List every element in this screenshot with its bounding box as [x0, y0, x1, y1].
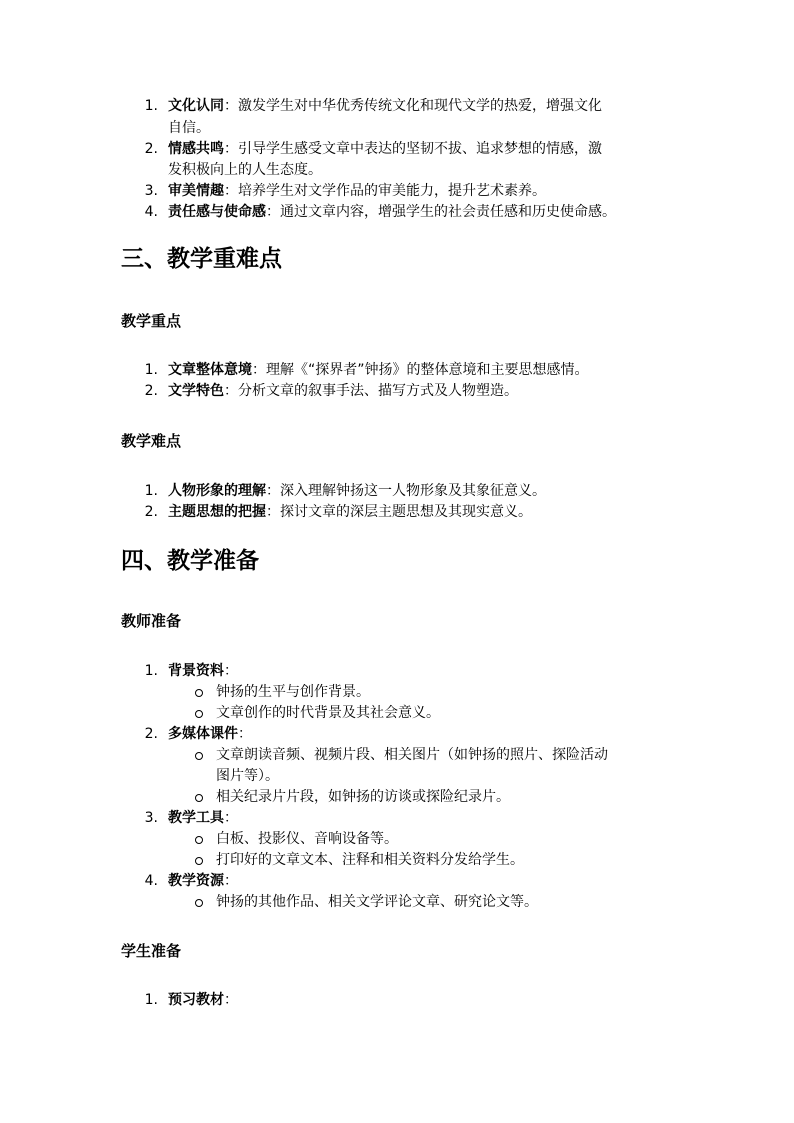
- sub-list-item: 文章创作的时代背景及其社会意义。: [216, 705, 440, 721]
- circle-bullet-icon: [195, 689, 203, 697]
- list-number: 2.: [144, 383, 158, 399]
- item-text: ：探讨文章的深层主题思想及其现实意义。: [266, 504, 532, 520]
- section-heading: 三、教学重难点: [121, 246, 282, 272]
- item-colon: ：: [224, 992, 238, 1008]
- item-text: ：分析文章的叙事手法、描写方式及人物塑造。: [224, 383, 518, 399]
- list-number: 1.: [144, 98, 158, 114]
- item-term: 情感共鸣: [168, 141, 224, 157]
- item-term: 主题思想的把握: [168, 504, 266, 520]
- list-number: 3.: [144, 183, 158, 199]
- item-text: ：深入理解钟扬这一人物形象及其象征意义。: [266, 483, 546, 499]
- subsection-heading: 教学难点: [121, 432, 182, 450]
- circle-bullet-icon: [195, 794, 203, 802]
- item-term: 文化认同: [168, 98, 224, 114]
- list-number: 4.: [144, 873, 158, 889]
- list-number: 3.: [144, 810, 158, 826]
- item-colon: ：: [224, 873, 238, 889]
- list-number: 4.: [144, 204, 158, 220]
- list-number: 1.: [144, 362, 158, 378]
- item-term: 背景资料: [168, 663, 224, 679]
- item-colon: ：: [238, 726, 252, 742]
- item-text: ：培养学生对文学作品的审美能力，提升艺术素养。: [224, 183, 546, 199]
- circle-bullet-icon: [195, 899, 203, 907]
- subsection-heading: 教师准备: [121, 612, 182, 630]
- sub-list-item: 相关纪录片片段，如钟扬的访谈或探险纪录片。: [216, 789, 510, 805]
- sub-list-item: 钟扬的生平与创作背景。: [216, 684, 370, 700]
- item-term: 教学工具: [168, 810, 224, 826]
- subsection-heading: 学生准备: [121, 942, 182, 960]
- item-term: 预习教材: [168, 992, 224, 1008]
- item-term: 多媒体课件: [168, 726, 238, 742]
- sub-list-item: 钟扬的其他作品、相关文学评论文章、研究论文等。: [216, 894, 538, 910]
- item-text: ：理解《“探界者”钟扬》的整体意境和主要思想感情。: [252, 362, 589, 378]
- item-text-continuation: 自信。: [168, 120, 210, 136]
- list-number: 1.: [144, 663, 158, 679]
- sub-list-item-continuation: 图片等）。: [216, 768, 279, 784]
- item-term: 人物形象的理解: [168, 483, 266, 499]
- circle-bullet-icon: [195, 857, 203, 865]
- item-text: ：激发学生对中华优秀传统文化和现代文学的热爱，增强文化: [224, 98, 602, 114]
- item-colon: ：: [224, 810, 238, 826]
- item-text-continuation: 发积极向上的人生态度。: [168, 162, 322, 178]
- circle-bullet-icon: [195, 710, 203, 718]
- circle-bullet-icon: [195, 836, 203, 844]
- item-term: 教学资源: [168, 873, 224, 889]
- item-text: ：引导学生感受文章中表达的坚韧不拔、追求梦想的情感，激: [224, 141, 602, 157]
- list-number: 1.: [144, 483, 158, 499]
- list-number: 2.: [144, 504, 158, 520]
- subsection-heading: 教学重点: [121, 312, 182, 330]
- sub-list-item: 打印好的文章文本、注释和相关资料分发给学生。: [216, 852, 524, 868]
- item-text: ：通过文章内容，增强学生的社会责任感和历史使命感。: [266, 204, 616, 220]
- list-number: 2.: [144, 141, 158, 157]
- sub-list-item: 白板、投影仪、音响设备等。: [216, 831, 398, 847]
- item-colon: ：: [224, 663, 238, 679]
- section-heading: 四、教学准备: [121, 548, 259, 574]
- list-number: 2.: [144, 726, 158, 742]
- sub-list-item: 文章朗读音频、视频片段、相关图片（如钟扬的照片、探险活动: [216, 747, 608, 763]
- item-term: 文章整体意境: [168, 362, 252, 378]
- item-term: 责任感与使命感: [168, 204, 266, 220]
- circle-bullet-icon: [195, 752, 203, 760]
- item-term: 文学特色: [168, 383, 224, 399]
- item-term: 审美情趣: [168, 183, 224, 199]
- list-number: 1.: [144, 992, 158, 1008]
